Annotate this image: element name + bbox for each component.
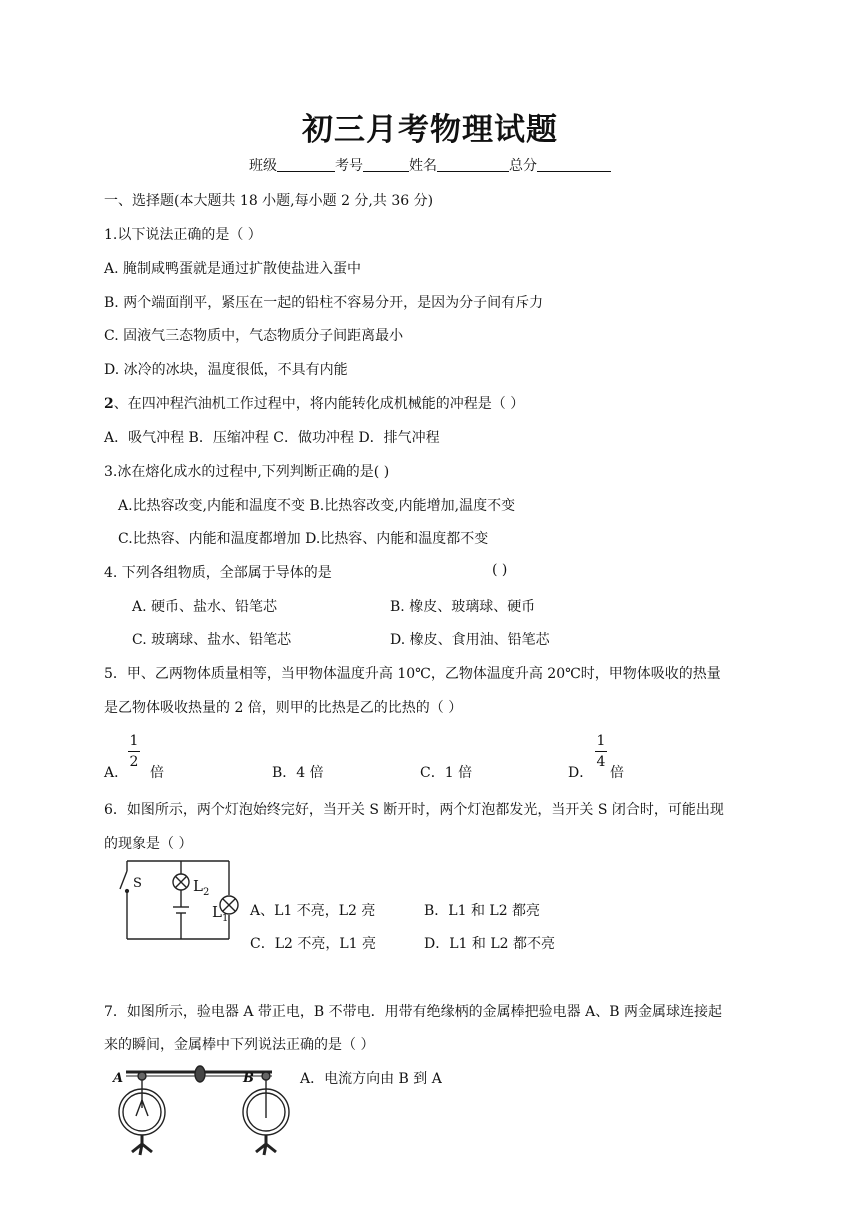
- question-5-option-d-fraction: [595, 733, 607, 770]
- question-6-option-d: D．L1 和 L2 都不亮: [424, 936, 555, 952]
- student-info-line: [0, 155, 860, 175]
- electroscope-b-label: B: [243, 1071, 254, 1086]
- question-7-option-a: A．电流方向由 B 到 A: [300, 1071, 442, 1087]
- question-2-text: 、在四冲程汽油机工作过程中，将内能转化成机械能的冲程是（ ）: [113, 396, 525, 412]
- question-4-answer-paren: ( ): [492, 562, 508, 578]
- electroscope-diagram: [110, 1060, 300, 1156]
- question-5-option-d-label: D．: [568, 765, 594, 781]
- question-1-stem: 1.以下说法正确的是（ ）: [104, 227, 262, 243]
- question-5-line-1: 5．甲、乙两物体质量相等，当甲物体温度升高 10℃，乙物体温度升高 20℃时，甲物体吸收的热量: [104, 666, 721, 682]
- question-4-option-d: D. 橡皮、食用油、铅笔芯: [390, 632, 550, 648]
- question-5-option-a-label: A．: [104, 765, 129, 781]
- question-5-option-a-unit: 倍: [150, 765, 164, 781]
- total-blank: [537, 157, 611, 172]
- electroscope-a-label: A: [113, 1071, 124, 1086]
- question-1-option-b: B. 两个端面削平，紧压在一起的铅柱不容易分开，是因为分子间有斥力: [104, 295, 544, 311]
- name-label: 姓名: [409, 158, 437, 174]
- exam-no-label: 考号: [335, 158, 363, 174]
- total-label: 总分: [509, 158, 537, 174]
- question-2-number: 2: [104, 396, 114, 412]
- l1-subscript: 1: [221, 913, 229, 924]
- question-6-option-a: A、L1 不亮，L2 亮: [250, 903, 376, 919]
- page-title: 初三月考物理试题: [302, 112, 558, 148]
- question-6-line-1: 6．如图所示，两个灯泡始终完好，当开关 S 断开时，两个灯泡都发光，当开关 S 闭合时，可能出现: [104, 802, 724, 818]
- class-blank: [277, 157, 335, 172]
- l1-letter: L: [212, 903, 222, 921]
- section-heading: 一、选择题(本大题共 18 小题,每小题 2 分,共 36 分): [104, 193, 434, 209]
- exam-no-blank: [363, 157, 409, 172]
- question-5-option-b: B．4 倍: [272, 765, 324, 781]
- l2-subscript: 2: [202, 887, 210, 898]
- question-2-options: A．吸气冲程 B．压缩冲程 C．做功冲程 D．排气冲程: [104, 430, 440, 446]
- question-1-option-d: D. 冰冷的冰块，温度很低，不具有内能: [104, 362, 348, 378]
- circuit-l1-label: [212, 903, 228, 924]
- name-blank: [437, 157, 509, 172]
- question-5-option-c: C．1 倍: [420, 765, 473, 781]
- fraction-numerator: 1: [129, 733, 139, 749]
- question-4-option-a: A. 硬币、盐水、铅笔芯: [132, 599, 278, 615]
- question-4-option-b: B. 橡皮、玻璃球、硬币: [390, 599, 536, 615]
- question-3-options-cd: C.比热容、内能和温度都增加 D.比热容、内能和温度都不变: [118, 531, 489, 547]
- fraction-bar: [128, 751, 140, 752]
- question-7-line-2: 来的瞬间，金属棒中下列说法正确的是（ ）: [104, 1037, 375, 1053]
- question-2-stem: [104, 393, 524, 413]
- l2-letter: L: [193, 877, 203, 895]
- question-1-option-a: A. 腌制咸鸭蛋就是通过扩散使盐进入蛋中: [104, 261, 362, 277]
- question-4-option-c: C. 玻璃球、盐水、铅笔芯: [132, 632, 292, 648]
- class-label: 班级: [249, 158, 277, 174]
- question-5-option-a-fraction: [128, 733, 140, 770]
- question-4-stem: 4. 下列各组物质，全部属于导体的是: [104, 565, 332, 581]
- circuit-diagram: [115, 855, 245, 945]
- circuit-l2-label: [193, 877, 209, 898]
- fraction-bar: [595, 751, 607, 752]
- question-1-option-c: C. 固液气三态物质中，气态物质分子间距离最小: [104, 328, 404, 344]
- question-7-line-1: 7．如图所示，验电器 A 带正电，B 不带电．用带有绝缘柄的金属棒把验电器 A、B 两金属球连接起: [104, 1004, 722, 1020]
- question-6-option-c: C．L2 不亮，L1 亮: [250, 936, 377, 952]
- question-3-stem: 3.冰在熔化成水的过程中,下列判断正确的是( ): [104, 464, 390, 480]
- fraction-denominator: 4: [596, 754, 606, 770]
- question-6-option-b: B．L1 和 L2 都亮: [424, 903, 541, 919]
- question-3-options-ab: A.比热容改变,内能和温度不变 B.比热容改变,内能增加,温度不变: [118, 498, 516, 514]
- question-5-option-d-unit: 倍: [610, 765, 624, 781]
- fraction-denominator: 2: [129, 754, 139, 770]
- question-6-line-2: 的现象是（ ）: [104, 836, 193, 852]
- fraction-numerator: 1: [596, 733, 606, 749]
- circuit-switch-label: S: [133, 876, 142, 891]
- question-5-line-2: 是乙物体吸收热量的 2 倍，则甲的比热是乙的比热的（ ）: [104, 700, 463, 716]
